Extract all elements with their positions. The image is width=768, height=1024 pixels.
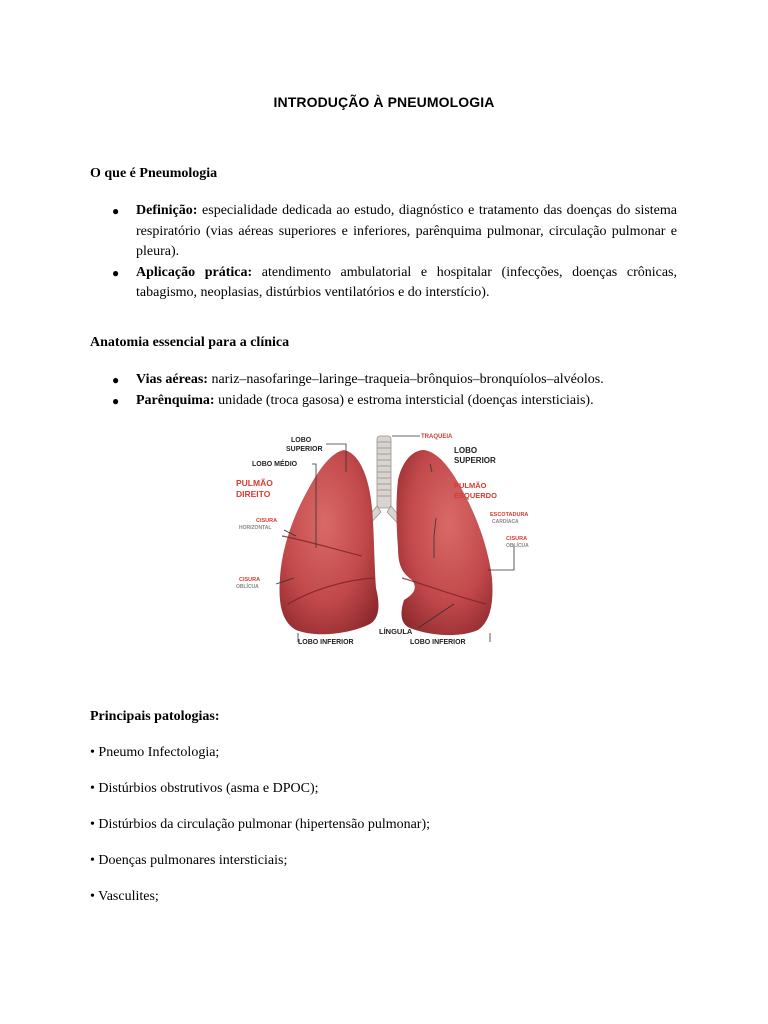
list-item [90, 370, 677, 391]
label-lobo-inferior-esq: LOBO INFERIOR [410, 639, 466, 646]
label-lobo-superior-esq-2: SUPERIOR [454, 456, 496, 465]
label-lingula: LÍNGULA [379, 627, 413, 636]
label-escotadura-1: ESCOTADURA [490, 512, 529, 518]
list-item: • Vasculites; [90, 889, 159, 904]
lung-anatomy-figure [234, 428, 536, 650]
label-traqueia: TRAQUEIA [421, 434, 453, 440]
label-lobo-superior-dir-1: LOBO [291, 437, 312, 444]
item-label: Definição: [136, 203, 198, 218]
bullet-icon: ● [112, 373, 120, 387]
label-escotadura-2: CARDÍACA [492, 519, 519, 525]
label-pulmao-esquerdo-2: ESQUERDO [454, 491, 497, 500]
list-item: • Distúrbios da circulação pulmonar (hipertensão pulmonar); [90, 817, 431, 832]
left-lung-shape [397, 450, 493, 635]
label-cisura-obliqua-esq-2: OBLÍCUA [506, 543, 529, 549]
list-item [90, 391, 677, 412]
bullet-icon: ● [112, 204, 120, 218]
item-label: Parênquima: [136, 392, 215, 408]
label-lobo-superior-esq-1: LOBO [454, 446, 478, 455]
section-heading-anatomia: Anatomia essencial para a clínica [90, 335, 290, 350]
section-heading-patologias: Principais patologias: [90, 709, 220, 724]
definition-list [90, 201, 677, 304]
list-item [90, 263, 677, 304]
item-text: especialidade dedicada ao estudo, diagnóstico e tratamento das doenças do sistema respiratório (vias aéreas superiores e inferiores, parênquima pulmonar, circulação pulmonar e pleura). [136, 203, 677, 259]
anatomy-list [90, 370, 677, 411]
page-title: INTRODUÇÃO À PNEUMOLOGIA [273, 94, 495, 110]
list-item: • Distúrbios obstrutivos (asma e DPOC); [90, 781, 319, 796]
label-cisura-horizontal-1: CISURA [256, 518, 278, 524]
label-lobo-inferior-dir: LOBO INFERIOR [298, 639, 354, 646]
item-label: Aplicação prática: [136, 264, 253, 280]
list-item [90, 201, 677, 263]
label-cisura-obliqua-dir-2: OBLÍCUA [236, 584, 259, 590]
item-text: nariz–nasofaringe–laringe–traqueia–brônquios–bronquíolos–alvéolos. [207, 372, 604, 387]
item-label: Vias aéreas: [136, 372, 208, 387]
label-cisura-obliqua-dir-1: CISURA [239, 577, 261, 583]
item-text: atendimento ambulatorial e hospitalar (infecções, doenças crônicas, tabagismo, neoplasias, distúrbios ventilatórios e do interstício). [136, 264, 678, 300]
bullet-icon: ● [112, 265, 120, 280]
label-pulmao-esquerdo-1: PULMÃO [454, 481, 487, 490]
label-pulmao-direito-2: DIREITO [236, 489, 271, 499]
section-heading-o-que-e: O que é Pneumologia [90, 166, 218, 181]
label-pulmao-direito-1: PULMÃO [236, 478, 273, 488]
label-lobo-superior-dir-2: SUPERIOR [286, 446, 323, 453]
right-lung-shape [280, 450, 379, 634]
bullet-icon: ● [112, 393, 120, 408]
label-cisura-obliqua-esq-1: CISURA [506, 536, 528, 542]
list-item: • Doenças pulmonares intersticiais; [90, 853, 288, 868]
item-text: unidade (troca gasosa) e estroma intersticial (doenças intersticiais). [214, 392, 594, 408]
label-lobo-medio: LOBO MÉDIO [252, 461, 298, 468]
list-item: • Pneumo Infectologia; [90, 745, 220, 760]
label-cisura-horizontal-2: HORIZONTAL [239, 525, 272, 531]
